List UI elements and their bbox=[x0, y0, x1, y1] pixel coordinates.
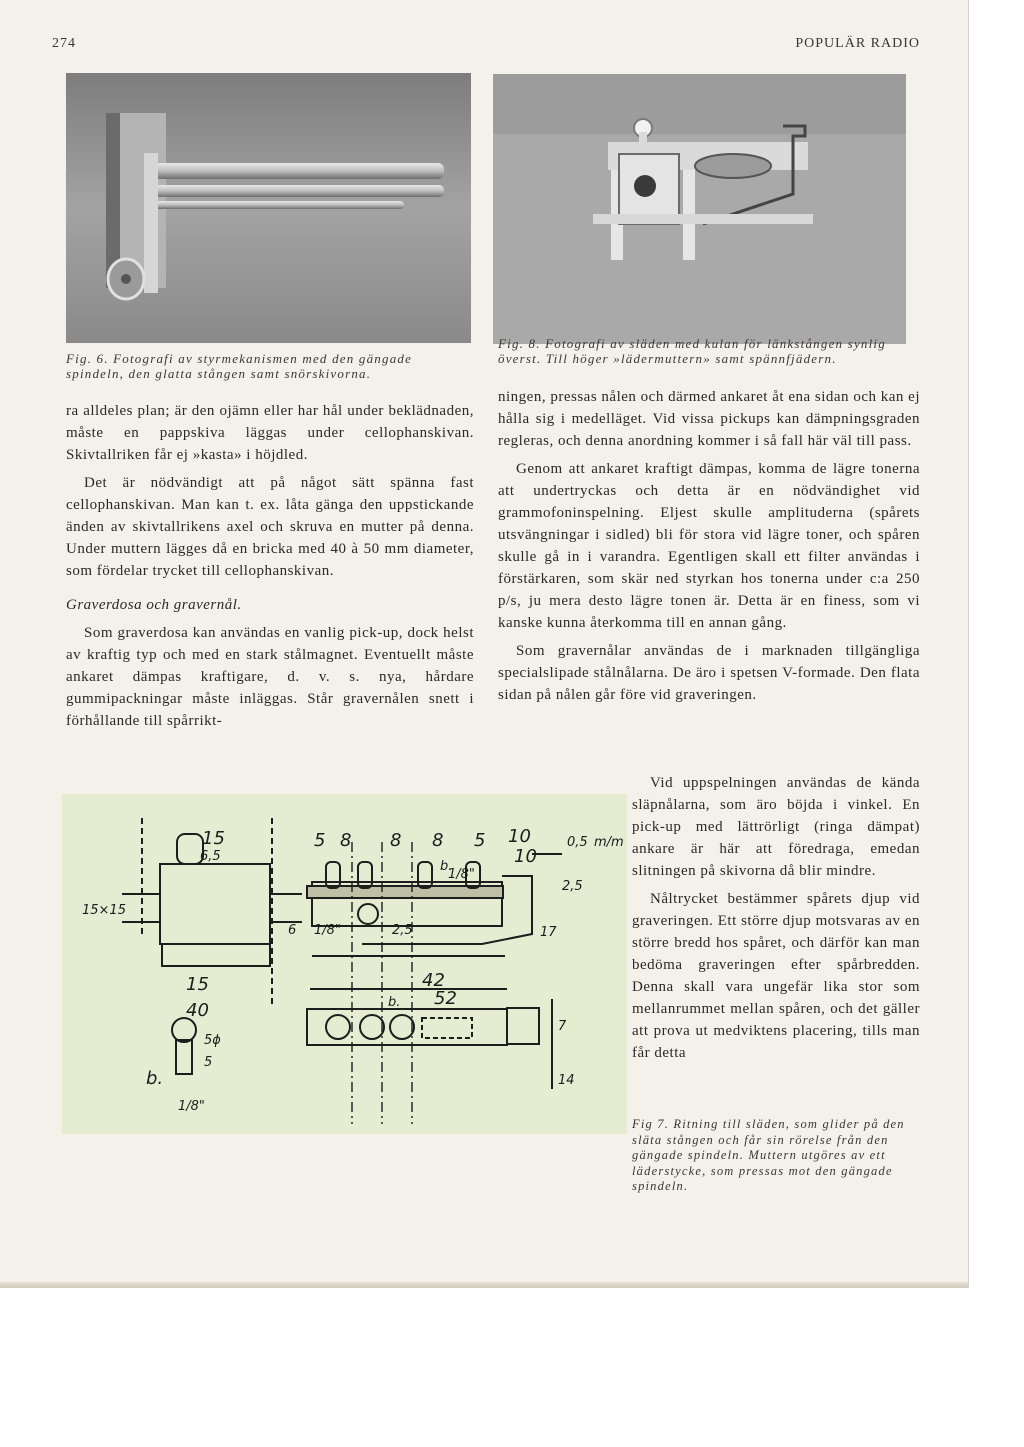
paragraph: Genom att ankaret kraftigt dämpas, komma de lägre tonerna att undertryckas och detta är en nödvändighet vid grammofoninspelning. Eljest skulle amplituderna (spårets utsvängningar i sidled) bli för stora vid lägre toner, och spåren skulle gå in i varandra. Egentligen skall ett filter användas i förstärkaren, som skär ned styrkan hos tonerna under c:a 250 p/s, ju mera desto lägre tonen är. Detta är en finess, som vi kanske kunna återkomma till en annan gång. bbox=[498, 461, 920, 631]
dim-label: 5 bbox=[474, 830, 486, 851]
figure-7-caption: Fig 7. Ritning till släden, som glider på den släta stången och får sin rörelse från den gängade spindeln. Muttern utgöres av ett läderstycke, som pressas mot den gängade spindeln. bbox=[632, 1117, 905, 1193]
paragraph: Som graverdosa kan användas en vanlig pick-up, dock helst av kraftig typ och med en stark stålmagnet. Eventuellt måste ankaret dämpas kraftigare, d. v. s. nya, hårdare gummipackningar måste inläggas. Står gravernålen snett i förhållande till spårrikt- bbox=[66, 625, 474, 729]
dim-label: 1/8" bbox=[178, 1099, 205, 1114]
dim-label: b. bbox=[440, 859, 453, 874]
figure-7-drawing bbox=[62, 794, 627, 1134]
dim-label: 52 bbox=[434, 988, 457, 1009]
paragraph: ningen, pressas nålen och därmed ankaret åt ena sidan och kan ej hålla sig i medelläget. Vid vissa pickups kan dämpningsgraden regleras, och denna anordning kommer i så fall här väl till pass. bbox=[498, 389, 920, 449]
figure-6-photo bbox=[66, 73, 471, 343]
dim-label: 8 bbox=[390, 830, 402, 851]
paragraph: Det är nödvändigt att på något sätt spänna fast cellophanskivan. Man kan t. ex. låta gänga den uppstickande änden av skivtallrikens axel och skruva en mutter på denna. Under muttern lägges då en bricka med 40 à 50 mm diameter, som fördelar trycket till cellophanskivan. bbox=[66, 475, 474, 579]
page-edge bbox=[0, 1282, 968, 1288]
dim-label: 6,5 bbox=[200, 849, 221, 864]
paragraph: ra alldeles plan; är den ojämn eller har hål under beklädnaden, måste en pappskiva läggas under cellophanskivan. Skivtallriken får ej »kasta» i höjdled. bbox=[66, 403, 474, 463]
dim-label: 0,5 bbox=[567, 835, 588, 850]
dim-label: 8 bbox=[432, 830, 444, 851]
dim-label: b. bbox=[146, 1068, 164, 1089]
text-column-right bbox=[498, 386, 920, 706]
page-number: 274 bbox=[52, 36, 76, 51]
paragraph: Som gravernålar användas de i marknaden tillgängliga specialslipade stålnålarna. De äro i spetsen V-formade. Den flata sidan på nålen går före vid graveringen. bbox=[498, 643, 920, 703]
dim-label: 1/8" bbox=[448, 867, 475, 882]
dim-label: 1/8" bbox=[314, 923, 341, 938]
journal-title: POPULÄR RADIO bbox=[795, 36, 920, 51]
dim-label: 40 bbox=[186, 1000, 209, 1021]
text-column-left bbox=[66, 400, 474, 732]
paragraph: Nåltrycket bestämmer spårets djup vid graveringen. Ett större djup motsvaras av en större bredd hos spåret, och därför kan man bedöma graveringen efter spårbredden. Denna skall vara ungefär lika stor som mellanrummet mellan spåren, och det gäller att prova ut medviktens placering, tills man får detta bbox=[632, 891, 920, 1061]
section-heading: Graverdosa och gravernål. bbox=[66, 597, 242, 613]
dim-label: 2,5 bbox=[562, 879, 583, 894]
dim-label: 2,5 bbox=[392, 923, 413, 938]
dim-label: 7 bbox=[558, 1019, 567, 1034]
dim-label: 15 bbox=[186, 974, 209, 995]
dim-label: 5ϕ bbox=[204, 1033, 221, 1048]
dim-label: 6 bbox=[288, 923, 297, 938]
figure-6-caption: Fig. 6. Fotografi av styrmekanismen med den gängade spindeln, den glatta stången samt snörskivorna. bbox=[66, 351, 413, 381]
dim-label: m/m bbox=[594, 835, 624, 850]
dim-label: 15 bbox=[202, 828, 225, 849]
figure-8-caption: Fig. 8. Fotografi av släden med kulan för länkstången synlig överst. Till höger »lädermuttern» samt spännfjädern. bbox=[498, 336, 886, 366]
dim-label: 17 bbox=[540, 925, 557, 940]
dim-label: 5 bbox=[204, 1055, 213, 1070]
dim-label: 5 bbox=[314, 830, 326, 851]
dim-label: 10 bbox=[514, 846, 537, 867]
figure-8-photo bbox=[493, 74, 906, 344]
dim-label: 8 bbox=[340, 830, 352, 851]
text-column-narrow bbox=[632, 772, 920, 1064]
dim-label: 15×15 bbox=[82, 903, 126, 918]
dim-label: b. bbox=[388, 995, 401, 1010]
paragraph: Vid uppspelningen användas de kända släpnålarna, som äro böjda i vinkel. En pick-up med lättrörligt (ringa dämpat) ankare är här att föredraga, emedan slitningen på skivorna då blir mindre. bbox=[632, 775, 920, 879]
dim-label: 14 bbox=[558, 1073, 575, 1088]
dim-label: 42 bbox=[422, 970, 445, 991]
dim-label: 10 bbox=[508, 826, 531, 847]
